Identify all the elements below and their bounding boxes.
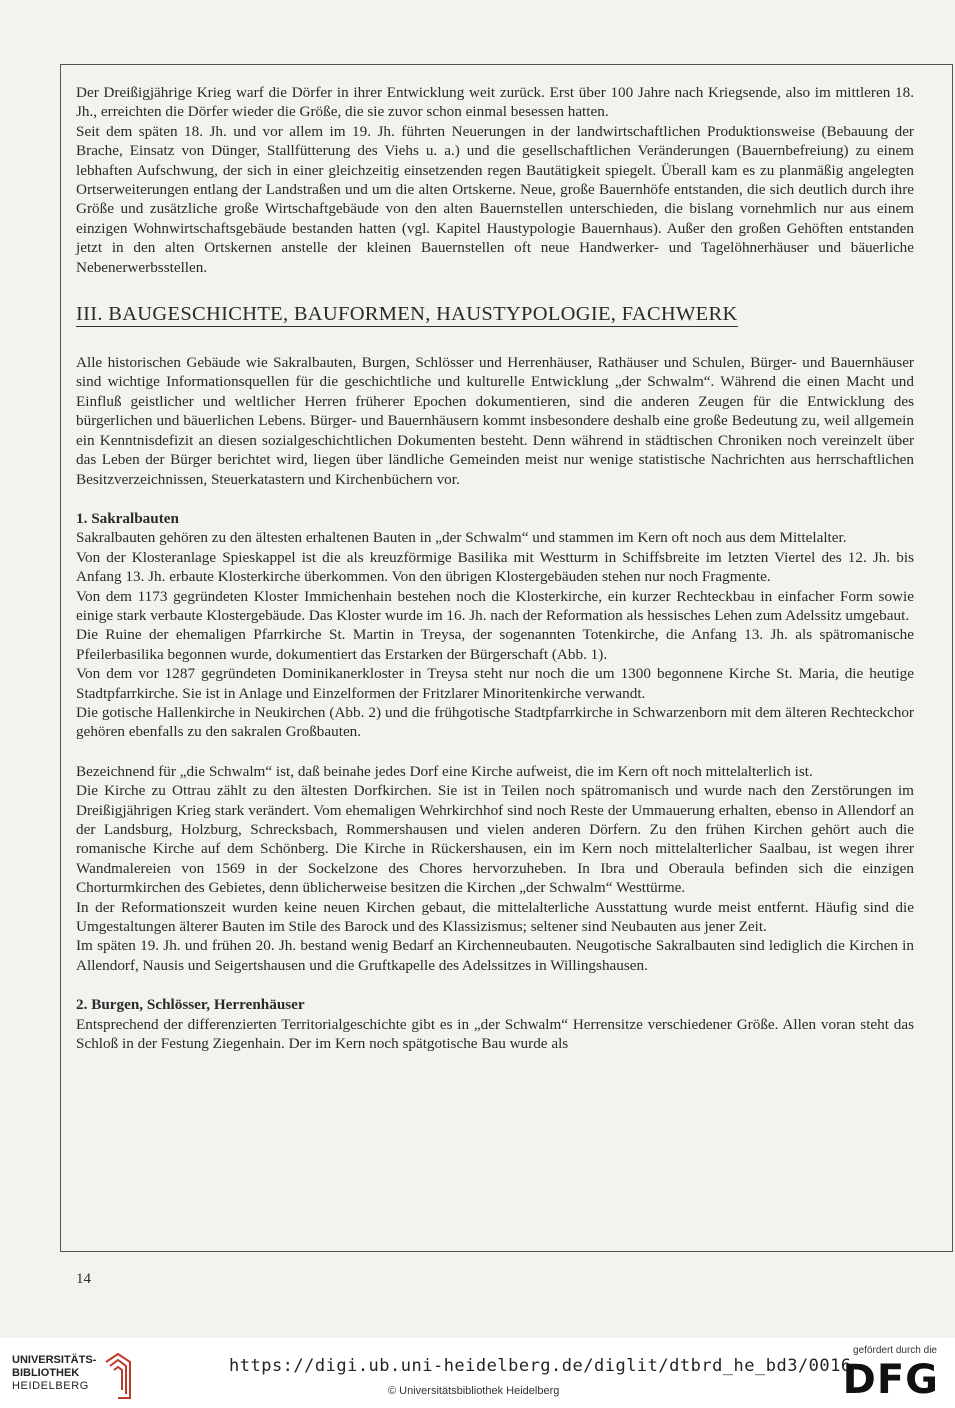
paragraph: Von dem 1173 gegründeten Kloster Immichenhain bestehen noch die Klosterkirche, ein kurzer Rechteckbau in einfacher Form sowie einige stark verbaute Klostergebäude. Das Kloster wurde im 16. Jh. nach der Reformation als hessisches Lehen zum Adelssitz umgebaut. (76, 587, 914, 624)
funding-note: gefördert durch die (853, 1345, 937, 1356)
paragraph: Bezeichnend für „die Schwalm“ ist, daß beinahe jedes Dorf eine Kirche aufweist, die im Kern oft noch mittelalterlich ist. (76, 762, 813, 780)
paragraph: In der Reformationszeit wurden keine neuen Kirchen gebaut, die mittelalterliche Ausstattung wurde meist entfernt. Häufig sind die Umgestaltungen älterer Bauten im Stile des Barock und des Klassizismus; seltener sind Neubauten aus jener Zeit. (76, 898, 914, 936)
paragraph: Sakralbauten gehören zu den ältesten erhaltenen Bauten in „der Schwalm“ und stammen im Kern oft noch aus dem Mittelalter. (76, 529, 847, 547)
paragraph: Entsprechend der differenzierten Territorialgeschichte gibt es in „der Schwalm“ Herrensitze verschiedener Größe. Allen voran steht das Schloß in der Festung Ziegenhain. Der im Kern noch spätgotische Bau wurde als (76, 1015, 914, 1053)
paragraph: Die Ruine der ehemaligen Pfarrkirche St. Martin in Treysa, der sogenannten Totenkirche, die Anfang 13. Jh. als spätromanische Pfeilerbasilika begonnen wurde, dokumentiert das Erstarken der Bürgerschaft (Abb. 1). (76, 626, 914, 663)
intro-paragraph-2: Seit dem späten 18. Jh. und vor allem im 19. Jh. führten Neuerungen in der landwirtschaftlichen Produktionsweise (Bebauung der Brache, Einsatz von Dünger, Stallfütterung des Viehs u. a.) und die gesellschaftlichen Veränderungen (Bauernbefreiung) zu einem lebhaften Aufschwung, der sich in einer gleichzeitig einsetzenden regen Bautätigkeit spiegelt. Überall kam es zu planmäßig angelegten Ortserweiterungen entlang der Landstraßen und um die alten Ortskerne. Neue, große Bauernhöfe entstanden, die sich deutlich durch ihre Größe und zusätzliche große Wirtschaftgebäude von den alten Bauernstellen unterschieden, die bislang vornehmlich nur aus einem einzigen Wohnwirtschaftsgebäude bestanden hatten (vgl. Kapitel Haustypologie Bauernhaus). Außer den großen Gehöften entstanden jetzt in den alten Ortskernen anstelle der kleinen Bauernstellen oft neue Handwerker- und Tagelöhnerhäuser und bäuerliche Nebenerwerbsstellen. (76, 122, 914, 276)
viewer-footer (0, 1338, 955, 1408)
library-emblem-icon (100, 1352, 134, 1402)
paragraph: Im späten 19. Jh. und frühen 20. Jh. bestand wenig Bedarf an Kirchenneubauten. Neugotische Sakralbauten sind lediglich die Kirchen in Allendorf, Nausis und Seigertshausen und die Gruftkapelle des Adelssitzes in Willingshausen. (76, 937, 914, 974)
permalink-url[interactable]: https://digi.ub.uni-heidelberg.de/diglit/dtbrd_he_bd3/0016 (229, 1356, 852, 1376)
paragraph: Die gotische Hallenkirche in Neukirchen (Abb. 2) und die frühgotische Stadtpfarrkirche in Schwarzenborn mit dem älteren Rechteckchor gehören ebenfalls zu den sakralen Großbauten. (76, 703, 914, 741)
paragraph: Die Kirche zu Ottrau zählt zu den ältesten Dorfkirchen. Sie ist in Teilen noch spätromanisch und wurde nach den Zerstörungen im Dreißigjährigen Krieg stark verändert. Vom ehemaligen Wehrkirchhof sind noch Reste der Ummauerung erhalten, ebenso in Allendorf an der Landsburg, Holzburg, Schrecksbach, Rommershausen und vielen anderen Dörfern. Zu den frühen Kirchen gehört auch die romanische Kirche auf dem Schönberg. Die Kirche in Rückershausen, ein im Kern noch mittelalterlicher Saalbau, ist wegen ihrer Wandmalereien von 1569 in der Sockelzone des Chores hervorzuheben. In Ibra und Oberaula befinden sich die einzigen Chorturmkirchen des Gebietes, denn üblicherweise besitzen die Kirchen „der Schwalm“ Westtürme. (76, 782, 914, 897)
library-name-line3: HEIDELBERG (12, 1380, 89, 1392)
intro-paragraph-1: Der Dreißigjährige Krieg warf die Dörfer in ihrer Entwicklung weit zurück. Erst über 100 Jahre nach Kriegsende, also im mittleren 18. Jh., erreichten die Dörfer wieder die Größe, die sie zuvor schon einmal besessen hatten. (76, 84, 914, 121)
library-name-line2: BIBLIOTHEK (12, 1367, 80, 1379)
text-column (76, 83, 914, 1053)
section-intro-paragraph: Alle historischen Gebäude wie Sakralbauten, Burgen, Schlösser und Herrenhäuser, Rathäuser und Schulen, Bürger- und Bauernhäuser sind wichtige Informationsquellen für die geschichtliche und kulturelle Entwicklung „der Schwalm“. Während die einen Macht und Einfluß geistlicher und weltlicher Herren früherer Epochen dokumentieren, sind die anderen Zeugen für die Entwicklung des bürgerlichen und bäuerlichen Lebens. Bürger- und Bauernhäusern kommt insbesondere deshalb eine große Bedeutung zu, weil allgemein ein Kenntnisdefizit an diesen sozialgeschichtlichen Dokumenten besteht. Denn während in städtischen Chroniken noch vereinzelt über das Leben der Bürger berichtet wird, liegen über ländliche Gemeinden meist nur wenige statistische Nachrichten aus herrschaftlichen Besitzverzeichnissen, Steuerkatastern und Kirchenbüchern vor. (76, 354, 914, 488)
subheading-sakralbauten: 1. Sakralbauten (76, 509, 179, 527)
paragraph: Von dem vor 1287 gegründeten Dominikanerkloster in Treysa steht nur noch die um 1300 begonnene Kirche St. Maria, die heutige Stadtpfarrkirche. Sie ist in Anlage und Einzelformen der Fritzlarer Minoritenkirche verwandt. (76, 665, 914, 702)
paragraph: Von der Klosteranlage Spieskappel ist die als kreuzförmige Basilika mit Westturm in Schiffsbreite im letzten Viertel des 12. Jh. bis Anfang 13. Jh. erbaute Klosterkirche überkommen. Von den übrigen Klostergebäuden stehen nur noch Fragmente. (76, 548, 914, 586)
dfg-logo[interactable]: DFG (842, 1357, 939, 1403)
copyright-notice: © Universitätsbibliothek Heidelberg (388, 1385, 560, 1397)
library-logo[interactable] (12, 1354, 96, 1393)
section-heading: III. BAUGESCHICHTE, BAUFORMEN, HAUSTYPOLOGIE, FACHWERK (76, 303, 738, 326)
subheading-burgen: 2. Burgen, Schlösser, Herrenhäuser (76, 996, 305, 1014)
library-name-line1: UNIVERSITÄTS- (12, 1354, 97, 1366)
page-number: 14 (76, 1271, 91, 1287)
